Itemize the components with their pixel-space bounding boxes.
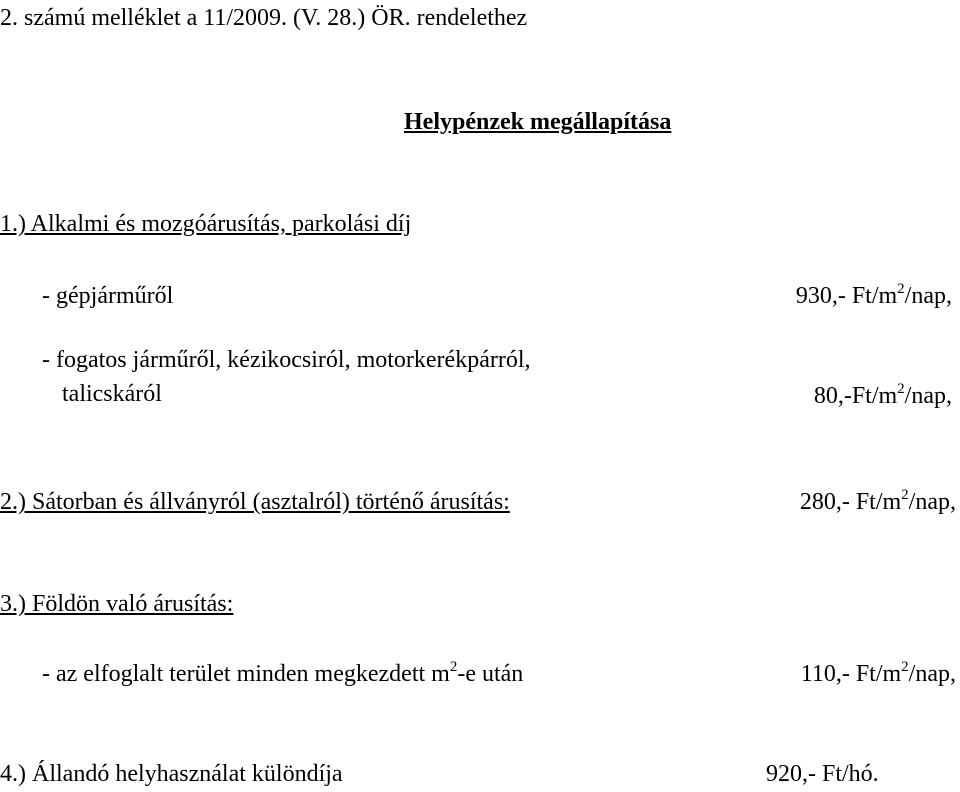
- item-cart-label-line1: - fogatos járműről, kézikocsiról, motorkerékpárról,: [42, 347, 531, 373]
- section-4-price: 920,- Ft/hó.: [766, 761, 879, 787]
- section-3-item-label: - az elfoglalt terület minden megkezdett $m^2-e$ után: [42, 659, 524, 687]
- section-4-heading: 4.) Állandó helyhasználat különdíja: [0, 761, 343, 787]
- section-2-price: 280,- $Ft/m^2$/nap,: [799, 487, 956, 515]
- section-3-heading: 3.) Földön való árusítás:: [0, 591, 234, 617]
- item-motor-vehicle-price: 930,- $Ft/m^2$/nap,: [795, 281, 952, 309]
- section-1-heading: 1.) Alkalmi és mozgóárusítás, parkolási díj: [0, 211, 412, 237]
- item-cart-price: $80,-Ft/m^2$/nap,: [813, 381, 952, 409]
- page-title: Helypénzek megállapítása: [404, 109, 672, 135]
- item-cart-label-line2: talicskáról: [62, 381, 162, 407]
- section-2-heading: 2.) Sátorban és állványról (asztalról) történő árusítás:: [0, 489, 510, 515]
- reference-line: 2. számú melléklet a 11/2009. (V. 28.) ÖR. rendelethez: [0, 5, 528, 31]
- section-3-price: 110,- $Ft/m^2$/nap,: [800, 659, 956, 687]
- item-motor-vehicle-label: - gépjárműről: [42, 283, 174, 309]
